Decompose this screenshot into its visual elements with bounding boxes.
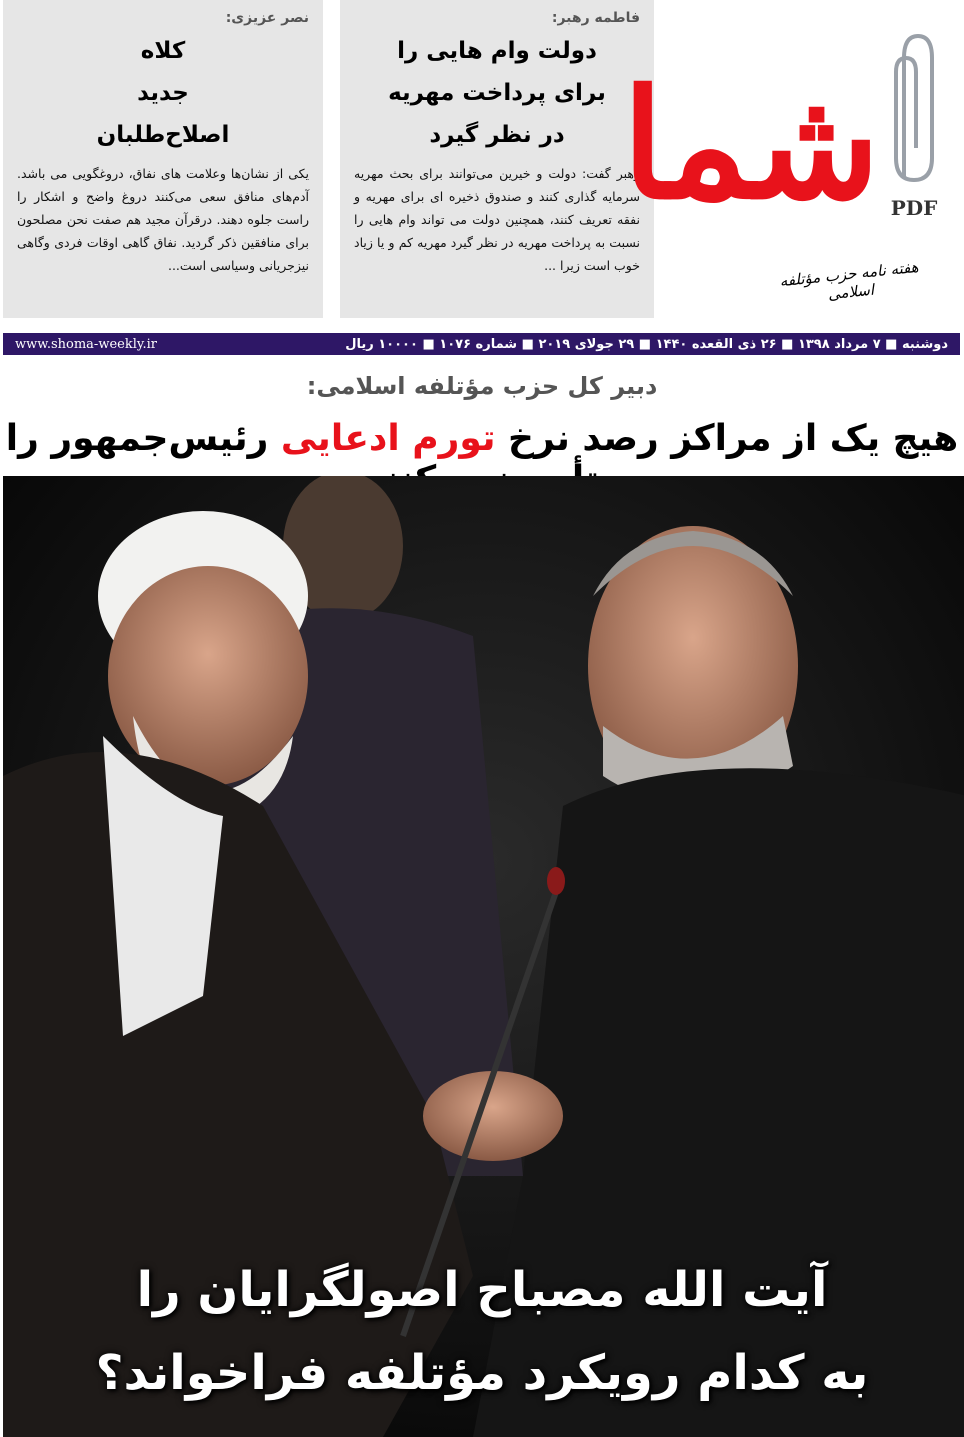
headline-kicker: دبیر کل حزب مؤتلفه اسلامی: bbox=[306, 372, 658, 400]
headline-highlight: تورم ادعایی bbox=[280, 418, 496, 459]
box-headline-line: اصلاح‌طلبان bbox=[96, 122, 230, 148]
box-headline[interactable] bbox=[17, 30, 309, 156]
headline-part: هیچ یک از مراکز رصد نرخ bbox=[508, 418, 959, 459]
box-headline[interactable] bbox=[354, 30, 640, 156]
paperclip-icon bbox=[888, 28, 940, 188]
box-headline-line: برای پرداخت مهریه bbox=[388, 80, 606, 106]
box-headline-line: دولت وام هایی را bbox=[397, 38, 597, 64]
pdf-download-link[interactable]: PDF bbox=[890, 196, 938, 220]
news-box-right bbox=[340, 0, 654, 318]
logo-subtitle: هفته نامه حزب مؤتلفه اسلامی bbox=[778, 257, 920, 304]
logo-wordmark: شما bbox=[621, 57, 880, 233]
box-headline-line: در نظر گیرد bbox=[429, 122, 565, 148]
box-headline-line: کلاه bbox=[140, 38, 186, 64]
photo-caption-line: به کدام رویکرد مؤتلفه فراخواند؟ bbox=[95, 1345, 869, 1401]
box-headline-line: جدید bbox=[137, 80, 189, 106]
box-body: رهبر گفت: دولت و خیرین می‌توانند برای بحث مهریه سرمایه گذاری کنند و صندوق ذخیره ای برای مهریه و نفقه تعریف کنند، همچنین دولت می تواند وام هایی را نسبت به پرداخت مهریه در نظر گیرد مهریه کم و یا زیاد خوب است زیرا ... bbox=[354, 166, 640, 273]
website-link[interactable]: www.shoma-weekly.ir bbox=[15, 336, 157, 352]
issue-date: دوشنبه ■ ۷ مرداد ۱۳۹۸ ■ ۲۶ ذی القعده ۱۴۴۰ ■ ۲۹ جولای ۲۰۱۹ ■ شماره ۱۰۷۶ ■ ۱۰۰۰۰ ریال bbox=[345, 336, 948, 352]
box-body: یکی از نشان‌ها وعلامت های نفاق، دروغگویی می باشد. آدم‌های منافق سعی می‌کنند دروغ واضح و اشکار را راست جلوه دهند. درقرآن مجید هم صفت نحن مصلحون برای منافقین ذکر گردید. نفاق گاهی اوقات فردی وگاهی نیزجریانی وسیاسی است... bbox=[17, 166, 309, 273]
box-author: نصر عزیزی: bbox=[225, 10, 309, 26]
photo-caption-line: آیت الله مصباح اصولگرایان را bbox=[136, 1262, 828, 1318]
news-box-left bbox=[3, 0, 323, 318]
date-bar bbox=[3, 333, 960, 355]
box-author: فاطمه رهبر: bbox=[551, 10, 640, 26]
headline-part: رئیس‌جمهور را bbox=[5, 418, 269, 459]
